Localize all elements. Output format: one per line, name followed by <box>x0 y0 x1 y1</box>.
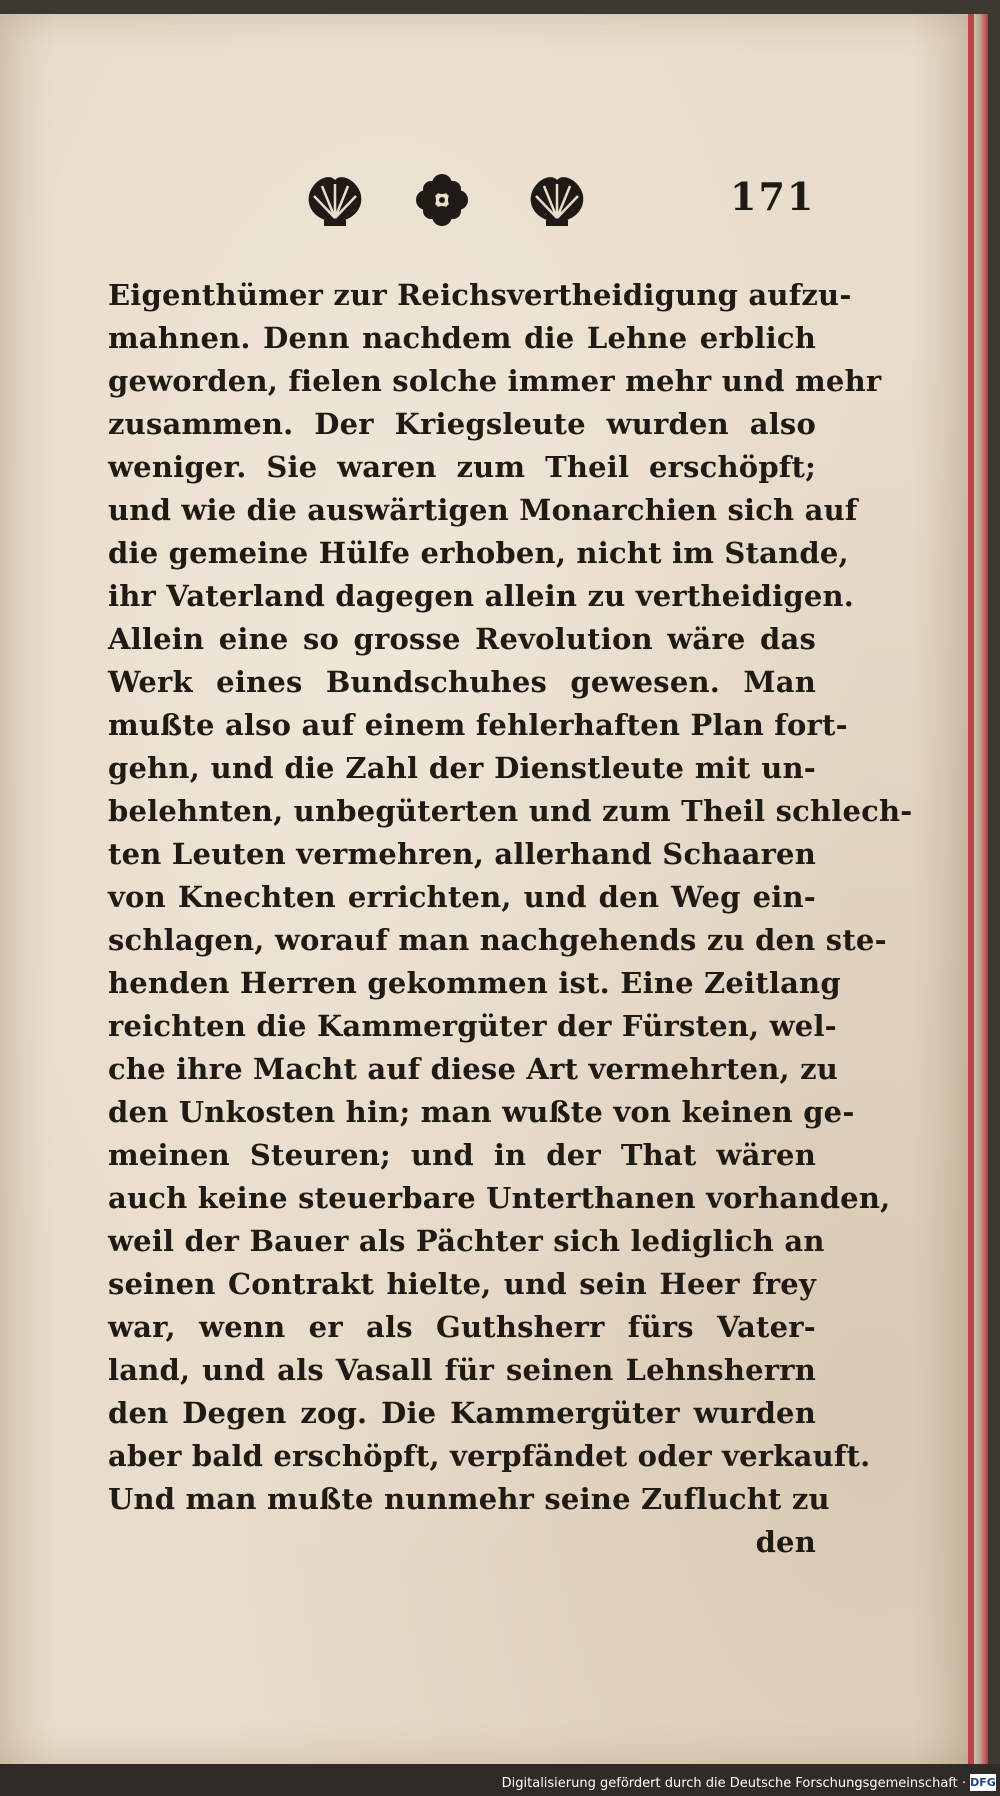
text-line: Und man mußte nunmehr seine Zuflucht zu <box>108 1482 830 1516</box>
text-line: den Unkosten hin; man wußte von keinen ge- <box>108 1095 855 1129</box>
text-line: gehn, und die Zahl der Dienstleute mit un- <box>108 751 816 785</box>
body-text <box>108 274 913 1564</box>
text-line: Werk eines Bundschuhes gewesen. Man <box>108 665 816 699</box>
text-line: che ihre Macht auf diese Art vermehrten, zu <box>108 1052 839 1086</box>
text-line: die gemeine Hülfe erhoben, nicht im Stande, <box>108 536 849 570</box>
text-line: Allein eine so grosse Revolution wäre das <box>108 622 816 656</box>
page-header <box>300 170 820 240</box>
text-line: meinen Steuren; und in der That wären <box>108 1138 816 1172</box>
text-line: seinen Contrakt hielte, und sein Heer frey <box>108 1267 816 1301</box>
text-line: belehnten, unbegüterten und zum Theil schlech- <box>108 794 913 828</box>
text-line: auch keine steuerbare Unterthanen vorhanden, <box>108 1181 891 1215</box>
text-line: war, wenn er als Guthsherr fürs Vater- <box>108 1310 816 1344</box>
footer-credit: Digitalisierung gefördert durch die Deutsche Forschungsgemeinschaft · <box>501 1776 966 1791</box>
text-line: den Degen zog. Die Kammergüter wurden <box>108 1396 816 1430</box>
text-line: ten Leuten vermehren, allerhand Schaaren <box>108 837 816 871</box>
text-line: henden Herren gekommen ist. Eine Zeitlang <box>108 966 841 1000</box>
text-line: schlagen, worauf man nachgehends zu den ste- <box>108 923 887 957</box>
text-line: aber bald erschöpft, verpfändet oder verkauft. <box>108 1439 871 1473</box>
footer-bar <box>0 1764 1000 1796</box>
text-line: zusammen. Der Kriegsleute wurden also <box>108 407 816 441</box>
page-edge <box>974 14 988 1764</box>
text-line: weil der Bauer als Pächter sich lediglich an <box>108 1224 825 1258</box>
page-number: 171 <box>730 174 816 219</box>
catchword: den <box>755 1525 816 1559</box>
flower-ornament-icon <box>412 170 472 230</box>
dfg-logo: DFG <box>970 1776 996 1789</box>
text-line: reichten die Kammergüter der Fürsten, wel- <box>108 1009 837 1043</box>
text-line: mahnen. Denn nachdem die Lehne erblich <box>108 321 816 355</box>
text-line: weniger. Sie waren zum Theil erschöpft; <box>108 450 816 484</box>
text-line: mußte also auf einem fehlerhaften Plan fort- <box>108 708 848 742</box>
book-page <box>0 14 974 1764</box>
text-line: geworden, fielen solche immer mehr und mehr <box>108 364 882 398</box>
text-line: von Knechten errichten, und den Weg ein- <box>108 880 816 914</box>
text-line: ihr Vaterland dagegen allein zu vertheidigen. <box>108 579 855 613</box>
shell-ornament-icon <box>522 170 592 230</box>
text-line: land, und als Vasall für seinen Lehnsherrn <box>108 1353 816 1387</box>
text-line: und wie die auswärtigen Monarchien sich auf <box>108 493 858 527</box>
shell-ornament-icon <box>300 170 370 230</box>
text-line: Eigenthümer zur Reichsvertheidigung aufzu- <box>108 278 852 312</box>
